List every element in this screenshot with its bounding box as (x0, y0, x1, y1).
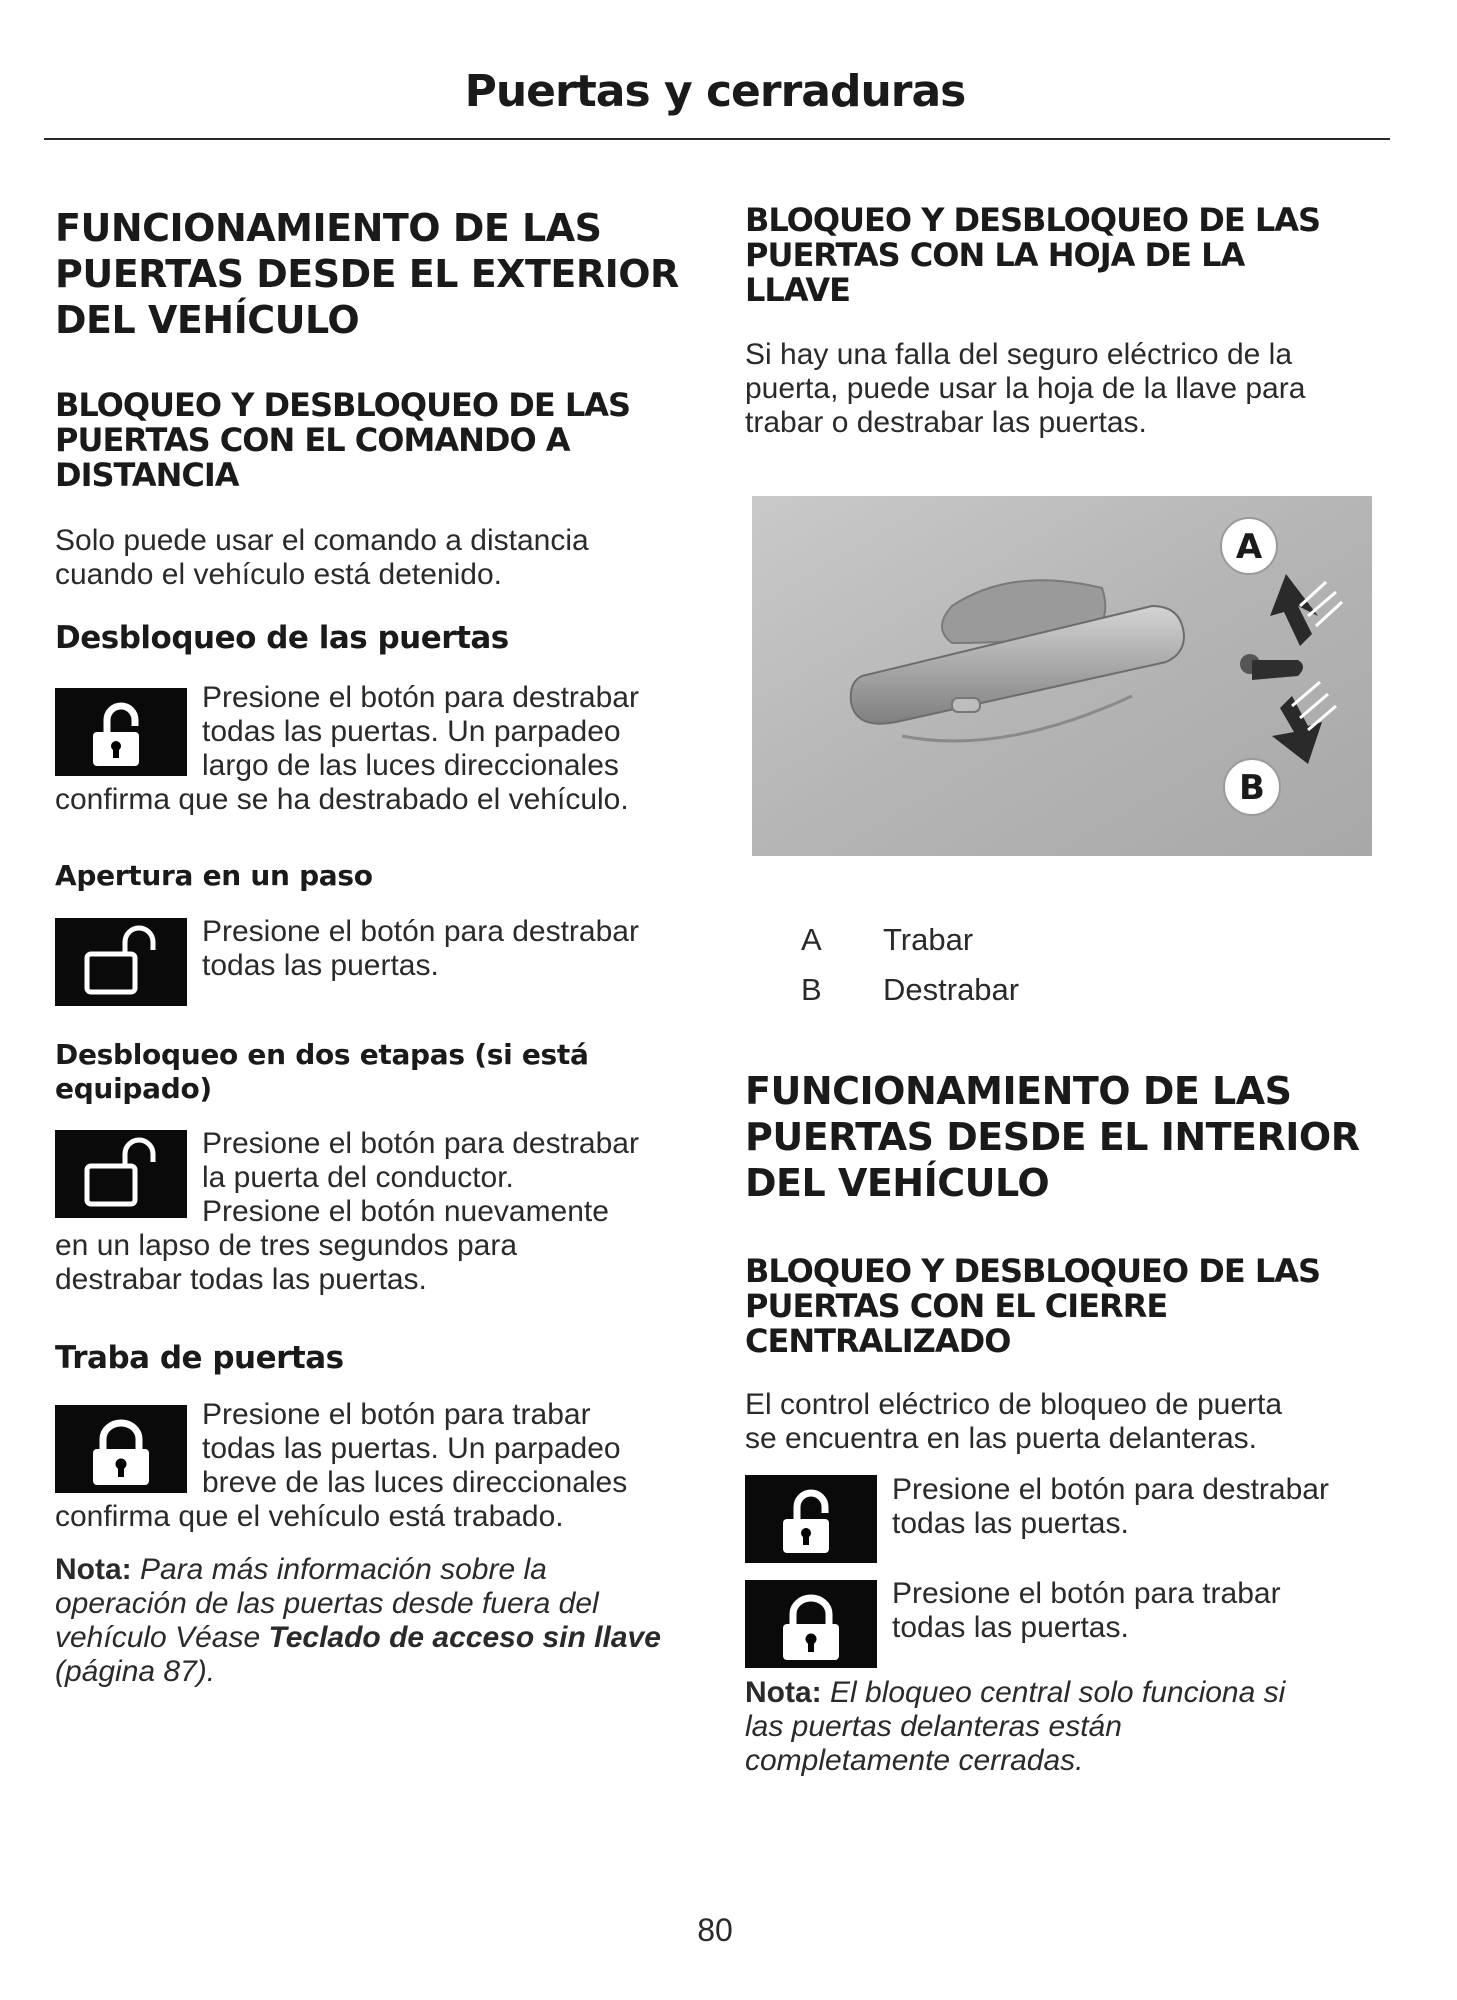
padlock-closed-icon (745, 1580, 877, 1668)
central-unlock-text: Presione el botón para destrabar todas las puertas. (892, 1473, 1329, 1540)
left-note: Nota: Para más información sobre la operación de las puertas desde fuera del vehículo Véase Teclado de acceso sin llave (página 87). (55, 1553, 661, 1688)
padlock-open-icon (55, 688, 187, 776)
legend-row: B Destrabar (801, 972, 1020, 1007)
onestep-heading: Apertura en un paso (55, 859, 373, 892)
figure-label-a: A (1235, 527, 1263, 567)
unlock-text-wrap: Presione el botón para destrabar todas las puertas. Un parpadeo largo de las luces direccionales (202, 681, 639, 782)
right-note: Nota: El bloqueo central solo funciona si las puertas delanteras están completamente cerradas. (745, 1676, 1286, 1777)
subsection-heading-central: BLOQUEO Y DESBLOQUEO DE LAS PUERTAS CON EL CIERRE CENTRALIZADO (745, 1252, 1321, 1360)
central-lock-text: Presione el botón para trabar todas las puertas. (892, 1577, 1281, 1644)
unlock-heading: Desbloqueo de las puertas (55, 620, 509, 656)
title-divider (44, 138, 1390, 140)
lock-heading: Traba de puertas (55, 1340, 344, 1376)
section-heading-interior: FUNCIONAMIENTO DE LAS PUERTAS DESDE EL INTERIOR DEL VEHÍCULO (745, 1069, 1360, 1205)
page-title: Puertas y cerraduras (464, 66, 966, 117)
twostep-text-rest: en un lapso de tres segundos para destrabar todas las puertas. (55, 1229, 517, 1296)
key-intro: Si hay una falla del seguro eléctrico de la puerta, puede usar la hoja de la llave para trabar o destrabar las puertas. (745, 338, 1306, 439)
lock-text-last: confirma que el vehículo está trabado. (55, 1500, 564, 1533)
unlock-text-last: confirma que se ha destrabado el vehículo. (55, 783, 629, 816)
padlock-open-icon (745, 1475, 877, 1563)
legend-row: A Trabar (801, 922, 974, 957)
keypad-reference-link[interactable]: Teclado de acceso sin llave (268, 1621, 661, 1654)
remote-intro: Solo puede usar el comando a distancia cuando el vehículo está detenido. (55, 524, 589, 591)
twostep-text-wrap: Presione el botón para destrabar la puerta del conductor. Presione el botón nuevamente (202, 1127, 639, 1228)
twostep-heading: Desbloqueo en dos etapas (si está equipado) (55, 1038, 589, 1105)
page-number: 80 (697, 1912, 733, 1948)
subsection-heading-remote: BLOQUEO Y DESBLOQUEO DE LAS PUERTAS CON EL COMANDO A DISTANCIA (55, 386, 631, 494)
lock-text-wrap: Presione el botón para trabar todas las puertas. Un parpadeo breve de las luces direccionales (202, 1398, 628, 1499)
central-intro: El control eléctrico de bloqueo de puerta se encuentra en las puerta delanteras. (745, 1388, 1283, 1455)
onestep-text: Presione el botón para destrabar todas las puertas. (202, 915, 639, 982)
figure-label-b: B (1239, 768, 1265, 808)
subsection-heading-key-blade: BLOQUEO Y DESBLOQUEO DE LAS PUERTAS CON LA HOJA DE LA LLAVE (745, 201, 1321, 309)
door-handle-figure (752, 496, 1372, 856)
unlock-outline-icon (55, 1130, 187, 1218)
unlock-outline-icon (55, 918, 187, 1006)
padlock-closed-icon (55, 1405, 187, 1493)
section-heading-exterior: FUNCIONAMIENTO DE LAS PUERTAS DESDE EL EXTERIOR DEL VEHÍCULO (55, 206, 679, 342)
